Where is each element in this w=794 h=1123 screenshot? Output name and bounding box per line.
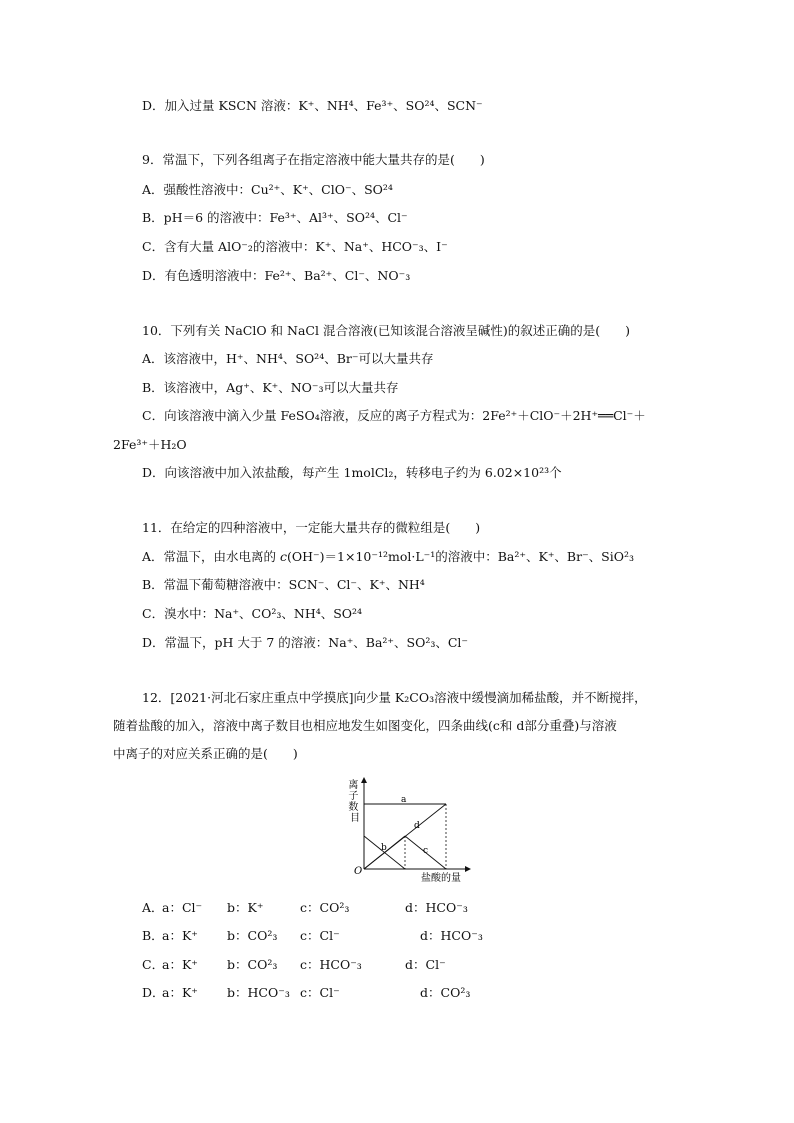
q9-stem: 9．常温下，下列各组离子在指定溶液中能大量共存的是( ) xyxy=(142,152,485,167)
option-part-a: a：K⁺ xyxy=(162,985,198,1000)
option-text: (OH⁻)＝1×10⁻¹²mol·L⁻¹的溶液中：Ba²⁺、K⁺、Br⁻、SiO²₃ xyxy=(287,549,635,564)
curve-b-label: b xyxy=(381,843,387,853)
option-part-c: c：CO²₃ xyxy=(300,900,350,915)
q10-option-a: A．该溶液中，H⁺、NH⁴、SO²⁴、Br⁻可以大量共存 xyxy=(142,351,434,366)
q10-option-b: B．该溶液中，Ag⁺、K⁺、NO⁻₃可以大量共存 xyxy=(142,380,399,395)
option-part-b: b：K⁺ xyxy=(227,900,264,915)
option-part-a: a：K⁺ xyxy=(162,928,198,943)
option-part-label: A． xyxy=(142,900,164,915)
q9-option-c: C．含有大量 AlO⁻₂的溶液中：K⁺、Na⁺、HCO⁻₃、I⁻ xyxy=(142,239,448,254)
q11-option-a xyxy=(142,548,634,566)
q11-option-d: D．常温下，pH 大于 7 的溶液：Na⁺、Ba²⁺、SO²₃、Cl⁻ xyxy=(142,635,469,650)
q10-option-d: D．向该溶液中加入浓盐酸，每产生 1molCl₂，转移电子约为 6.02×10²³个 xyxy=(142,465,562,480)
option-part-label: C． xyxy=(142,957,165,972)
curve-a-label: a xyxy=(401,795,407,805)
option-label: D． xyxy=(142,98,165,113)
option-part-label: D． xyxy=(142,985,165,1000)
q10-option-c-line1: C．向该溶液中滴入少量 FeSO₄溶液，反应的离子方程式为：2Fe²⁺＋ClO⁻＋2H⁺══Cl⁻＋ xyxy=(142,408,646,423)
curve-d-label: d xyxy=(414,821,420,831)
q12-stem-line3: 中离子的对应关系正确的是( ) xyxy=(113,746,298,761)
option-part-c: c：Cl⁻ xyxy=(300,985,340,1000)
option-part-b: b：HCO⁻₃ xyxy=(227,985,290,1000)
option-part-d: d：CO²₃ xyxy=(420,985,471,1000)
option-part-d: d：Cl⁻ xyxy=(405,957,446,972)
option-part-b: b：CO²₃ xyxy=(227,928,278,943)
q12-stem-line1: 12．[2021·河北石家庄重点中学摸底]向少量 K₂CO₃溶液中缓慢滴加稀盐酸，并不断搅拌， xyxy=(142,690,647,705)
option-text: 加入过量 KSCN 溶液：K⁺、NH⁴、Fe³⁺、SO²⁴、SCN⁻ xyxy=(164,98,483,113)
curve-c-label: c xyxy=(423,846,429,856)
concentration-symbol: c xyxy=(280,549,288,564)
x-axis-label: 盐酸的量 xyxy=(421,873,461,884)
q10-stem: 10．下列有关 NaClO 和 NaCl 混合溶液(已知该混合溶液呈碱性)的叙述正确的是( ) xyxy=(142,323,630,338)
y-axis-label: 离 子 数 目 xyxy=(348,780,360,824)
option-part-a: a：K⁺ xyxy=(162,957,198,972)
q11-option-b: B．常温下葡萄糖溶液中：SCN⁻、Cl⁻、K⁺、NH⁴ xyxy=(142,577,425,592)
option-part-a: a：Cl⁻ xyxy=(162,900,203,915)
origin-label: O xyxy=(354,866,363,877)
q8-option-d xyxy=(142,97,483,115)
q11-stem: 11．在给定的四种溶液中，一定能大量共存的微粒组是( ) xyxy=(142,520,481,535)
option-text: A．常温下，由水电离的 xyxy=(142,549,281,564)
ion-count-graph xyxy=(318,772,488,884)
q9-option-b: B．pH＝6 的溶液中：Fe³⁺、Al³⁺、SO²⁴、Cl⁻ xyxy=(142,210,408,225)
option-part-b: b：CO²₃ xyxy=(227,957,278,972)
q12-stem-line2: 随着盐酸的加入，溶液中离子数目也相应地发生如图变化，四条曲线(c和 d部分重叠)与溶液 xyxy=(113,718,617,733)
q9-option-a: A．强酸性溶液中：Cu²⁺、K⁺、ClO⁻、SO²⁴ xyxy=(142,182,393,197)
option-part-d: d：HCO⁻₃ xyxy=(420,928,483,943)
option-part-label: B． xyxy=(142,928,164,943)
q11-option-c: C．溴水中：Na⁺、CO²₃、NH⁴、SO²⁴ xyxy=(142,606,363,621)
q9-option-d: D．有色透明溶液中：Fe²⁺、Ba²⁺、Cl⁻、NO⁻₃ xyxy=(142,268,411,283)
option-part-d: d：HCO⁻₃ xyxy=(405,900,468,915)
option-part-c: c：Cl⁻ xyxy=(300,928,340,943)
q10-option-c-line2: 2Fe³⁺＋H₂O xyxy=(113,437,187,452)
option-part-c: c：HCO⁻₃ xyxy=(300,957,362,972)
